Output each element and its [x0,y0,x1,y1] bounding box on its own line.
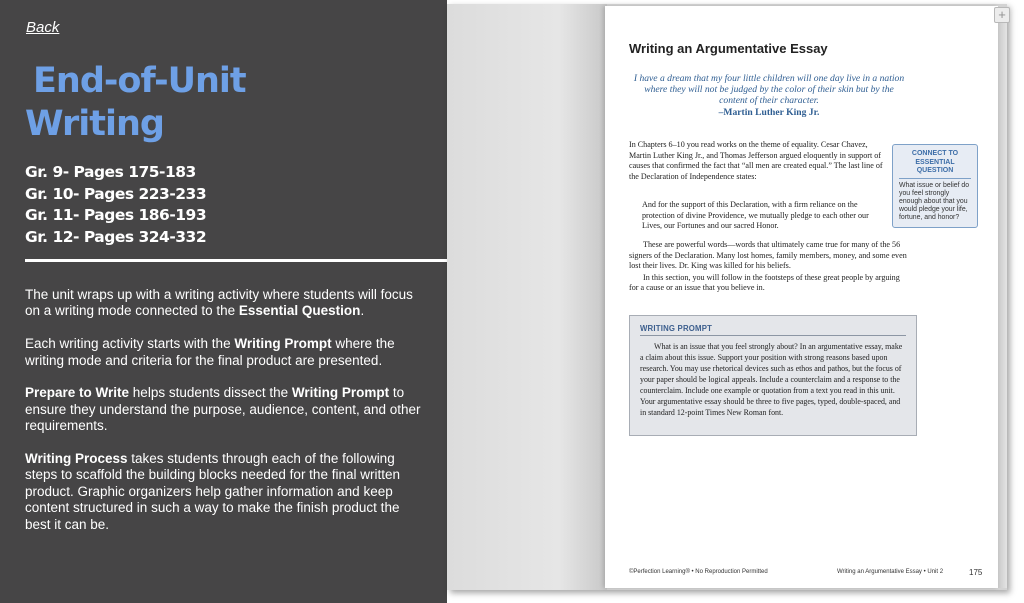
text: The unit wraps up with a writing activity where students will focus on a writing mode connected to the [25,287,413,319]
left-panel [0,0,447,603]
text: . [360,303,365,319]
unit-title-line2: Writing [25,104,164,144]
epigraph-quote [629,73,909,118]
left-page-edge [447,4,607,590]
text: to ensure they understand the purpose, audience, content, and other requirements. [25,385,421,434]
essential-question-callout [892,144,978,228]
footer-copyright: ©Perfection Learning® • No Reproduction Permitted [629,569,768,575]
emphasis: Prepare to Write [25,385,130,401]
prompt-title: WRITING PROMPT [640,324,906,336]
emphasis: Writing Process [25,451,128,467]
back-link[interactable]: Back [26,19,60,36]
body-paragraph: In this section, you will follow in the footsteps of these great people by arguing for a cause or an issue that you believe in. [629,272,900,293]
grade-item: Gr. 10- Pages 223-233 [25,184,207,203]
declaration-quote: And for the support of this Declaration, with a firm reliance on the protection of divine Providence, we mutually pledge to each other our Lives, our Fortunes and our sacred Honor. [642,200,869,231]
emphasis: Essential Question [238,303,361,319]
grade-item: Gr. 9- Pages 175-183 [25,163,196,181]
unit-title-line1: End-of-Unit [33,61,246,101]
grade-item: Gr. 11- Pages 186-193 [25,206,207,224]
book-viewer[interactable] [447,0,1024,603]
text: Each writing activity starts with the [25,336,235,352]
body-paragraph: These are powerful words—words that ultimately came true for many of the 56 signers of the Declaration. Many lost homes, family members, money, and some even lost their lives. Dr. King was killed for his beliefs. [629,240,907,271]
description-paragraph [25,336,425,369]
grade-item: Gr. 12- Pages 324-332 [25,227,207,246]
description [25,287,425,549]
callout-text: What issue or belief do you feel strongly enough about that you would pledge your life, fortune, and honor? [899,181,970,222]
book-page [605,6,998,588]
intro-paragraph: In Chapters 6–10 you read works on the theme of equality. Cesar Chavez, Martin Luther King Jr., and Thomas Jefferson argued eloquently in support of causes that confirmed the fact that “all men are created equal.” The last line of the Declaration of Independence states: [629,140,883,181]
footer-section: Writing an Argumentative Essay • Unit 2 [837,569,944,575]
body-text [629,240,911,294]
emphasis: Writing Prompt [234,336,332,352]
text: helps students dissect the [129,385,292,401]
unit-title [25,60,425,146]
page-number: 175 [969,568,983,577]
emphasis: Writing Prompt [291,385,390,401]
callout-title: CONNECT TO ESSENTIAL QUESTION [899,150,971,179]
text: where the writing mode and criteria for the final product are presented. [25,336,395,368]
description-paragraph [25,385,425,434]
quote-author: –Martin Luther King Jr. [718,106,820,118]
divider [25,259,447,262]
description-paragraph [25,287,425,320]
grade-page-list [25,162,206,248]
page-stack-edge [998,8,1007,588]
writing-prompt-box [629,315,917,436]
text: takes students through each of the following steps to scaffold the building blocks needed for the final written product. Graphic organizers help gather information and keep content structured in such a way to make the finish product the best it can be. [25,451,400,532]
quote-text: I have a dream that my four little children will one day live in a nation where they will not be judged by the color of their skin but by the content of their character. [633,73,905,107]
description-paragraph [25,451,425,533]
zoom-in-button[interactable]: + [994,7,1010,23]
prompt-text: What is an issue that you feel strongly about? In an argumentative essay, make a claim about this issue. Support your position with strong reasons based upon research. You may use rhetorical devices such as ethos and pathos, but the focus of your paper should be logical appeals. Include a counterclaim and a response to the counterclaim. Include one example or quotation from a text you read in this unit. Your argumentative essay should be three to five pages, typed, double-spaced, and in standard 12-point Times New Roman font. [640,342,903,417]
page-title: Writing an Argumentative Essay [629,41,828,56]
